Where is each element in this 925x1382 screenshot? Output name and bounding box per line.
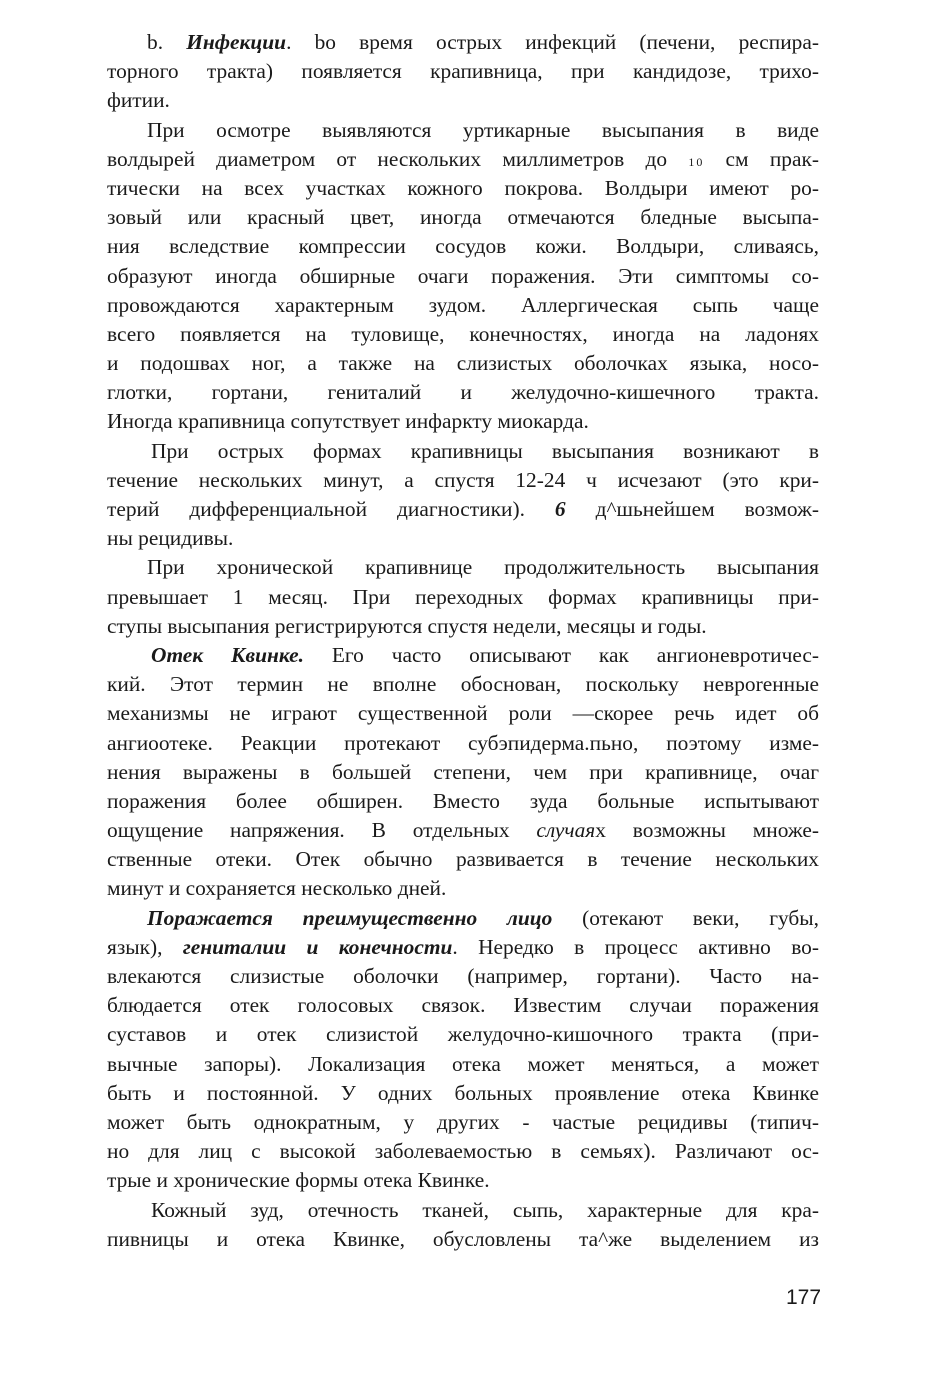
text-line: [107, 641, 819, 670]
text-segment: кий. Этот термин не вполне обоснован, поскольку невроrенные: [107, 672, 819, 697]
text-line: [107, 758, 819, 787]
text-segment: язык),: [107, 934, 183, 959]
paragraph: [107, 437, 819, 554]
text-line: [107, 612, 819, 641]
text-segment: превышает 1 месяц. При переходных формах крапивницы при-: [107, 584, 819, 609]
text-segment: Его часто описывают как ангионевротичес-: [303, 642, 819, 667]
text-segment: . bо время острых инфекций (печени, респира-: [286, 30, 819, 54]
text-line: [107, 145, 819, 174]
text-line: [107, 1137, 819, 1166]
text-line: [107, 816, 819, 845]
text-line: [107, 378, 819, 407]
text-line: [107, 904, 819, 933]
text-line: [107, 1166, 819, 1195]
text-line: [107, 466, 819, 495]
text-line: [107, 933, 819, 962]
text-line: [107, 320, 819, 349]
paragraph: [107, 904, 819, 1196]
text-segment: поражения более обширен. Вместо зуда больные испытывают: [107, 788, 819, 813]
text-segment: Кожный зуд, отечность тканей, сыпь, характерные для кра-: [151, 1197, 819, 1222]
text-segment: ощущение напряжения. В отдельных: [107, 818, 537, 843]
text-line: [107, 962, 819, 991]
emphasis-text: Отек Квинке.: [151, 642, 304, 667]
text-segment: течение нескольких минут, а спустя 12-24 ч исчезают (это кри-: [107, 467, 819, 492]
text-line: [107, 349, 819, 378]
text-segment: пивницы и отека Квинке, обусловлены та^же выделением из: [107, 1226, 819, 1251]
paragraph: [107, 641, 819, 904]
emphasis-text: 10: [688, 154, 705, 169]
emphasis-text: 6: [554, 497, 566, 521]
text-segment: ственные отеки. Отек обычно развивается в течение нескольких: [107, 847, 819, 872]
body-text: [107, 28, 819, 1254]
text-segment: может быть однократным, у других - частые рецидивы (типич-: [107, 1109, 819, 1134]
paragraph: [107, 116, 819, 437]
text-segment: терий дифференциальной диагностики).: [107, 497, 555, 521]
text-segment: и подошвах ног, а также на слизистых оболочках языка, носо-: [107, 351, 819, 376]
emphasis-text: Инфекции: [186, 30, 287, 54]
text-segment: При острых формах крапивницы высыпания возникают в: [151, 438, 819, 463]
text-line: [107, 407, 819, 436]
text-segment: ны рецидивы.: [107, 526, 234, 551]
text-line: [107, 57, 819, 86]
text-segment: (отекают веки, губы,: [552, 905, 819, 930]
text-line: [107, 28, 819, 57]
text-segment: фитии.: [107, 88, 170, 113]
text-line: [107, 262, 819, 291]
text-line: [107, 1108, 819, 1137]
text-segment: влекаются слизистые оболочки (например, гортани). Часто на-: [107, 964, 819, 988]
text-line: [107, 86, 819, 115]
text-segment: провождаются характерным зудом. Аллергическая сыпь чаще: [107, 292, 819, 317]
paragraph: [107, 553, 819, 641]
text-line: [107, 1020, 819, 1049]
text-segment: тически на всех участках кожного покрова. Волдыри имеют ро-: [107, 175, 819, 200]
text-segment: ния вследствие компрессии сосудов кожи. Волдыри, сливаясь,: [107, 234, 819, 259]
text-segment: быть и постоянной. У одних больных проявление отека Квинке: [107, 1080, 819, 1105]
paragraph: [107, 28, 819, 116]
text-segment: зовый или красный цвет, иногда отмечаются бледные высыпа-: [107, 205, 819, 230]
text-line: [107, 1196, 819, 1225]
text-segment: механизмы не играют существенной роли —скорее речь идет об: [107, 701, 819, 726]
text-segment: глотки, гортани, гениталий и желудочно-кишечного тракта.: [107, 380, 819, 405]
text-line: [107, 1050, 819, 1079]
text-segment: д^шьнейшем возмож-: [565, 497, 819, 521]
text-segment: всего появляется на туловище, конечностях, иногда на ладонях: [107, 321, 819, 346]
text-segment: см прак-: [704, 146, 819, 171]
text-segment: . Нередко в процесс активно во-: [452, 934, 820, 959]
text-segment: вычные запоры). Локализация отека может меняться, а может: [107, 1051, 819, 1076]
text-segment: При хронической крапивнице продолжительность высыпания: [147, 555, 819, 580]
text-line: [107, 874, 819, 903]
text-segment: нения выражены в большей степени, чем при крапивнице, очаг: [107, 759, 819, 784]
text-segment: блюдается отек голосовых связок. Известим случаи поражения: [107, 993, 819, 1018]
text-line: [107, 583, 819, 612]
text-segment: Иногда крапивница сопутствует инфаркту миокарда.: [107, 409, 589, 434]
text-line: [107, 1079, 819, 1108]
text-segment: суставов и отек слизистой желудочно-кишочного тракта (при-: [107, 1022, 819, 1047]
text-segment: но для лиц с высокой заболеваемостью в семьях). Различают ос-: [107, 1139, 819, 1164]
text-line: [107, 553, 819, 582]
text-segment: х возможны множе-: [595, 818, 819, 843]
text-segment: минут и сохраняется несколько дней.: [107, 876, 447, 901]
emphasis-text: гениталии и конечности: [182, 934, 453, 959]
text-segment: ступы высыпания регистрируются спустя недели, месяцы и годы.: [107, 613, 707, 638]
text-line: [107, 524, 819, 553]
text-line: [107, 437, 819, 466]
text-line: [107, 991, 819, 1020]
emphasis-text: случая: [536, 818, 596, 843]
text-line: [107, 670, 819, 699]
text-line: [107, 845, 819, 874]
text-line: [107, 174, 819, 203]
text-line: [107, 116, 819, 145]
text-segment: При осмотре выявляются уртикарные высыпания в виде: [147, 117, 819, 142]
paragraph: [107, 1196, 819, 1254]
emphasis-text: Поражается преимущественно лицо: [147, 905, 553, 930]
text-line: [107, 787, 819, 816]
text-line: [107, 495, 819, 524]
text-segment: торного тракта) появляется крапивница, при кандидозе, трихо-: [107, 59, 819, 84]
text-line: [107, 699, 819, 728]
text-line: [107, 291, 819, 320]
text-segment: волдырей диаметром от нескольких миллиметров до: [107, 146, 689, 171]
text-segment: образуют иногда обширные очаги поражения. Эти симптомы со-: [107, 263, 819, 288]
text-segment: b.: [147, 30, 187, 54]
text-segment: трые и хронические формы отека Квинке.: [107, 1168, 490, 1193]
text-line: [107, 232, 819, 261]
text-line: [107, 729, 819, 758]
text-segment: ангиоотеке. Реакции протекают субэпидерма.пьно, поэтому изме-: [107, 730, 819, 755]
text-line: [107, 203, 819, 232]
page-number: 177: [786, 1286, 822, 1309]
text-line: [107, 1225, 819, 1254]
